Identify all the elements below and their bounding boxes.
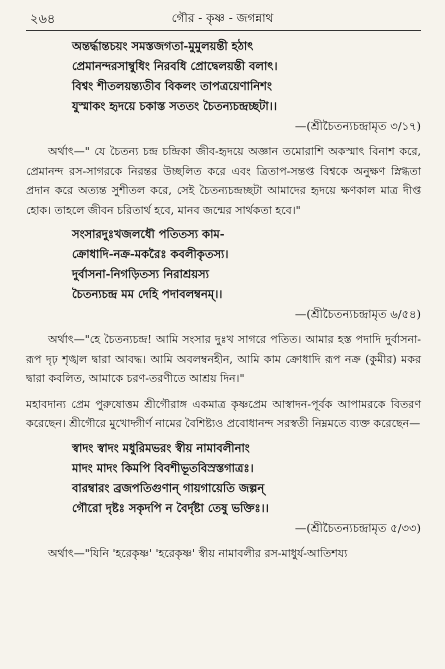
paragraph: অর্থাৎ—"যিনি 'হরেকৃষ্ণ' 'হরেকৃষ্ণ' স্বীয় নামাবলীর রস-মাধুর্য-আতিশয্য (48, 546, 348, 560)
page-body (26, 36, 421, 567)
paragraph: অর্থাৎ—"হে চৈতন্যচন্দ্র! আমি সংসার দুঃখ সাগরে পতিত। আমার হস্ত পদাদি দুর্বাসনা-রূপ দৃঢ় শৃঙ্খল দ্বারা আবদ্ধ। আমি অবলম্বনহীন, আমি কাম ক্রোধাদি রূপ নক্র (কুমীর) মকর দ্বারা কবলিত, আমাকে চরণ-তরণীতে আশ্রয় দিন।" (26, 333, 421, 385)
verse-reference: —(শ্রীচৈতন্যচন্দ্রামৃত ৫/৩৩) (294, 520, 421, 535)
verse-line: বিশ্বং শীতলয়ন্ত্যতীব বিকলং তাপত্রয়েণানিশং (72, 79, 272, 93)
verse-line: প্রেমানন্দরসাম্বুধিং নিরবধি প্রোদ্বেলয়ন্তী বলাৎ। (72, 59, 278, 73)
verse-line: মাদং মাদং কিমপি বিবশীভূতবিস্রস্তগাত্রঃ। (72, 460, 254, 475)
sanskrit-verse (72, 224, 421, 304)
verse-line: যুস্মাকং হৃদয়ে চকাস্ত সততং চৈতন্যচন্দ্রচ্ছটা।। (72, 99, 277, 113)
page-header (0, 0, 445, 34)
verse-line: ক্রোধাদি-নক্র-মকরৈঃ কবলীকৃতস্য। (72, 247, 229, 261)
verse-line: চৈতন্যচন্দ্র মম দেহি পদাবলম্বনম্।। (72, 287, 223, 301)
paragraph: মহাবদান্য প্রেম পুরুষোত্তম শ্রীগৌরাঙ্গ একমাত্র কৃষ্ণপ্রেম আস্বাদন-পূর্বক আপামরকে বিতরণ করেছেন। শ্রীগৌরে মুখোদ্গীর্ণ নামের বৈশিষ্ট্যও প্রবোধানন্দ সরস্বতী নিম্নমতে ব্যক্ত করেছেন— (26, 397, 421, 430)
verse-line: গৌরো দৃষ্টঃ সকৃদপি ন বৈর্দৃষ্টা তেষু ভক্তিঃ।। (72, 500, 269, 515)
sanskrit-verse (72, 36, 421, 116)
paragraph: অর্থাৎ—" যে চৈতন্য চন্দ্র চন্দ্রিকা জীব-হৃদয়ে অজ্ঞান তমোরাশি অকস্মাৎ বিনাশ করে, প্রেমানন্দ রস-সাগরকে নিরন্তর উচ্ছলিত করে এবং ত্রিতাপ-সন্তপ্ত বিশ্বকে অনুক্ষণ স্নিগ্ধতা প্রদান করে অত্যন্ত সুশীতল করে, সেই চৈতন্যচন্দ্রচ্ছটা আমাদের হৃদয়ে ক্ষণকাল মাত্র দীপ্ত হোক। তাহলে জীবন চরিতার্থ হবে, মানব জন্মের সার্থকতা হবে।" (26, 145, 421, 217)
verse-line: দুর্বাসনা-নিগড়িতস্য নিরাশ্রয়স্য (72, 267, 209, 281)
verse-reference: —(শ্রীচৈতন্যচন্দ্রামৃত ৬/৫৪) (294, 307, 421, 321)
sanskrit-verse (72, 438, 421, 518)
page-number: ২৬৪ (30, 12, 56, 27)
verse-line: বারম্বারং ব্রজপতিগুণান্ গায়গায়েতি জল্পন্ (72, 480, 265, 495)
verse-reference: —(শ্রীচৈতন্যচন্দ্রামৃত ৩/১৭) (294, 119, 421, 133)
verse-line: সংসারদুঃখজলধৌ পতিতস্য কাম- (72, 227, 225, 241)
running-title: গৌর - কৃষ্ণ - জগন্নাথ (171, 11, 274, 25)
verse-line: অন্তর্দ্ধান্তচয়ং সমস্তজগতা-মুমুলয়ন্তী হঠাৎ (72, 39, 254, 53)
verse-line: স্বাদং স্বাদং মধুরিমভরং স্বীয় নামাবলীনাং (72, 440, 250, 455)
header-divider (26, 30, 421, 31)
